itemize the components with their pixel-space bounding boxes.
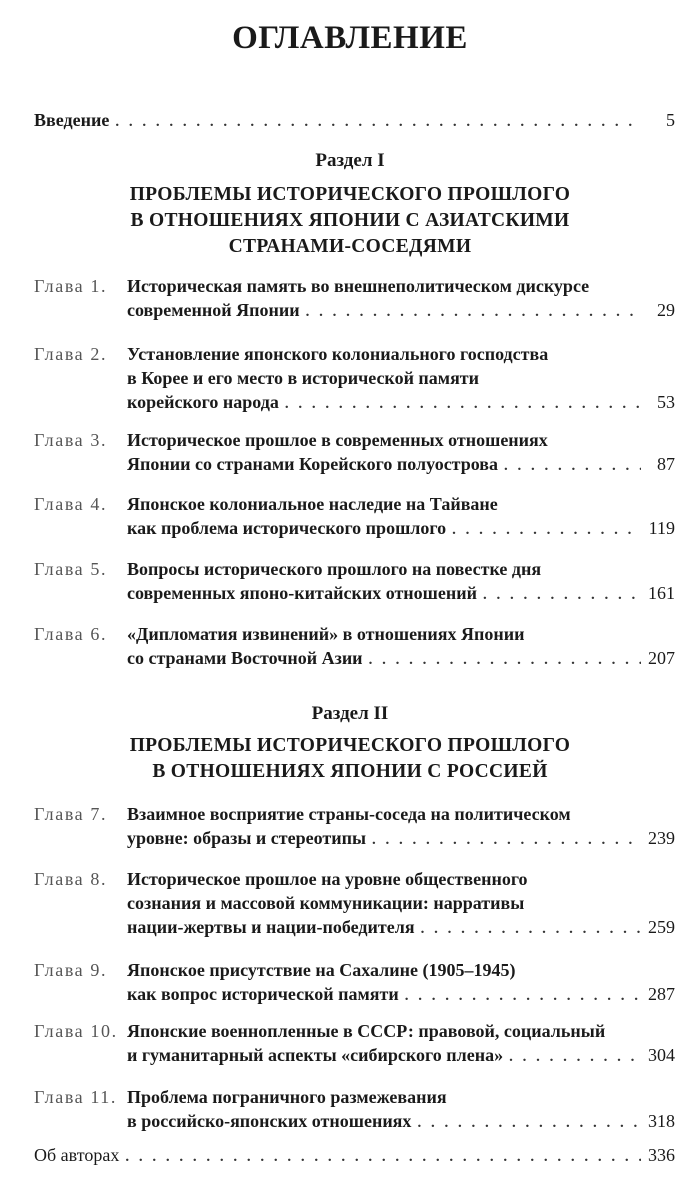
toc-entry-chapter-2[interactable] [0,342,700,414]
section-title [0,733,700,785]
chapter-title-line: сознания и массовой коммуникации: нарративы [127,893,525,913]
toc-entry-chapter-1[interactable] [0,274,700,322]
section-label: Раздел II [311,703,389,724]
toc-entry-chapter-7[interactable] [0,802,700,850]
chapter-title-line: и гуманитарный аспекты «сибирского плена» [127,1045,504,1065]
chapter-label: Глава 8. [34,869,108,889]
chapter-title-line: корейского народа [127,392,279,412]
chapter-title-line: в Корее и его место в исторической памяти [127,368,480,388]
chapter-title-line: со странами Восточной Азии [127,648,363,668]
entry-text: Об авторах [34,1145,120,1165]
leader-dots [509,1045,641,1069]
leader-dots [372,828,641,852]
chapter-label: Глава 6. [34,624,108,644]
toc-entry-chapter-10[interactable] [0,1019,700,1067]
page-title: ОГЛАВЛЕНИЕ [232,20,468,56]
toc-entry-chapter-6[interactable] [0,622,700,670]
toc-entry-chapter-4[interactable] [0,492,700,540]
chapter-title-line: Японское присутствие на Сахалине (1905–1945) [127,960,516,980]
leader-dots [483,583,641,607]
chapter-label: Глава 9. [34,960,108,980]
toc-entry-chapter-11[interactable] [0,1085,700,1133]
leader-dots [452,518,641,542]
section-title-line: ПРОБЛЕМЫ ИСТОРИЧЕСКОГО ПРОШЛОГО [129,184,571,205]
chapter-label: Глава 5. [34,559,108,579]
section-title [0,182,700,260]
chapter-title-line: современной Японии [127,300,300,320]
chapter-title-line: Взаимное восприятие страны-соседа на политическом [127,804,571,824]
chapter-title-line: Историческая память во внешнеполитическом дискурсе [127,276,590,296]
chapter-title-line: как вопрос исторической памяти [127,984,399,1004]
section-title-line: В ОТНОШЕНИЯХ ЯПОНИИ С АЗИАТСКИМИ [130,210,570,231]
toc-entry-intro[interactable] [0,108,700,132]
toc-entry-chapter-9[interactable] [0,958,700,1006]
page-number: 259 [648,917,675,937]
page-number: 318 [648,1111,675,1131]
page-number: 207 [648,648,675,668]
leader-dots [369,648,641,672]
page-number: 5 [666,110,675,130]
chapter-title-line: Японии со странами Корейского полуострова [127,454,499,474]
leader-dots [421,917,641,941]
chapter-title-line: Вопросы исторического прошлого на повестке дня [127,559,542,579]
chapter-title-line: Установление японского колониального господства [127,344,549,364]
chapter-title-line: нации-жертвы и нации-победителя [127,917,415,937]
chapter-title-line: Историческое прошлое в современных отношениях [127,430,548,450]
page-number: 29 [657,300,675,320]
page-number: 336 [648,1145,675,1165]
toc-entry-chapter-3[interactable] [0,428,700,476]
page-number: 161 [648,583,675,603]
leader-dots [504,454,641,478]
leader-dots [405,984,641,1008]
chapter-label: Глава 7. [34,804,108,824]
page-number: 87 [657,454,675,474]
leader-dots [115,110,641,134]
chapter-label: Глава 4. [34,494,108,514]
entry-text: Введение [34,110,110,130]
toc-entry-chapter-8[interactable] [0,867,700,939]
chapter-label: Глава 2. [34,344,108,364]
leader-dots [285,392,641,416]
chapter-title-line: в российско-японских отношениях [127,1111,412,1131]
chapter-title-line: Японские военнопленные в СССР: правовой, социальный [127,1021,606,1041]
chapter-title-line: Проблема пограничного размежевания [127,1087,447,1107]
page-number: 239 [648,828,675,848]
chapter-label: Глава 10. [34,1021,118,1041]
page-number: 304 [648,1045,675,1065]
chapter-title-line: уровне: образы и стереотипы [127,828,367,848]
section-label: Раздел I [315,150,385,171]
leader-dots [306,300,641,324]
chapter-title-line: современных японо-китайских отношений [127,583,477,603]
chapter-label: Глава 11. [34,1087,118,1107]
chapter-label: Глава 1. [34,276,108,296]
leader-dots [417,1111,641,1135]
section-title-line: В ОТНОШЕНИЯХ ЯПОНИИ С РОССИЕЙ [152,761,548,782]
page-number: 287 [648,984,675,1004]
chapter-title-line: Японское колониальное наследие на Тайване [127,494,498,514]
chapter-title-line: «Дипломатия извинений» в отношениях Японии [127,624,525,644]
section-title-line: ПРОБЛЕМЫ ИСТОРИЧЕСКОГО ПРОШЛОГО [129,735,571,756]
chapter-title-line: Историческое прошлое на уровне общественного [127,869,528,889]
chapter-title-line: как проблема исторического прошлого [127,518,447,538]
leader-dots [125,1145,641,1169]
page-number: 119 [648,518,675,538]
page-number: 53 [657,392,675,412]
toc-entry-authors[interactable] [0,1143,700,1167]
toc-entry-chapter-5[interactable] [0,557,700,605]
chapter-label: Глава 3. [34,430,108,450]
section-title-line: СТРАНАМИ-СОСЕДЯМИ [228,236,472,257]
